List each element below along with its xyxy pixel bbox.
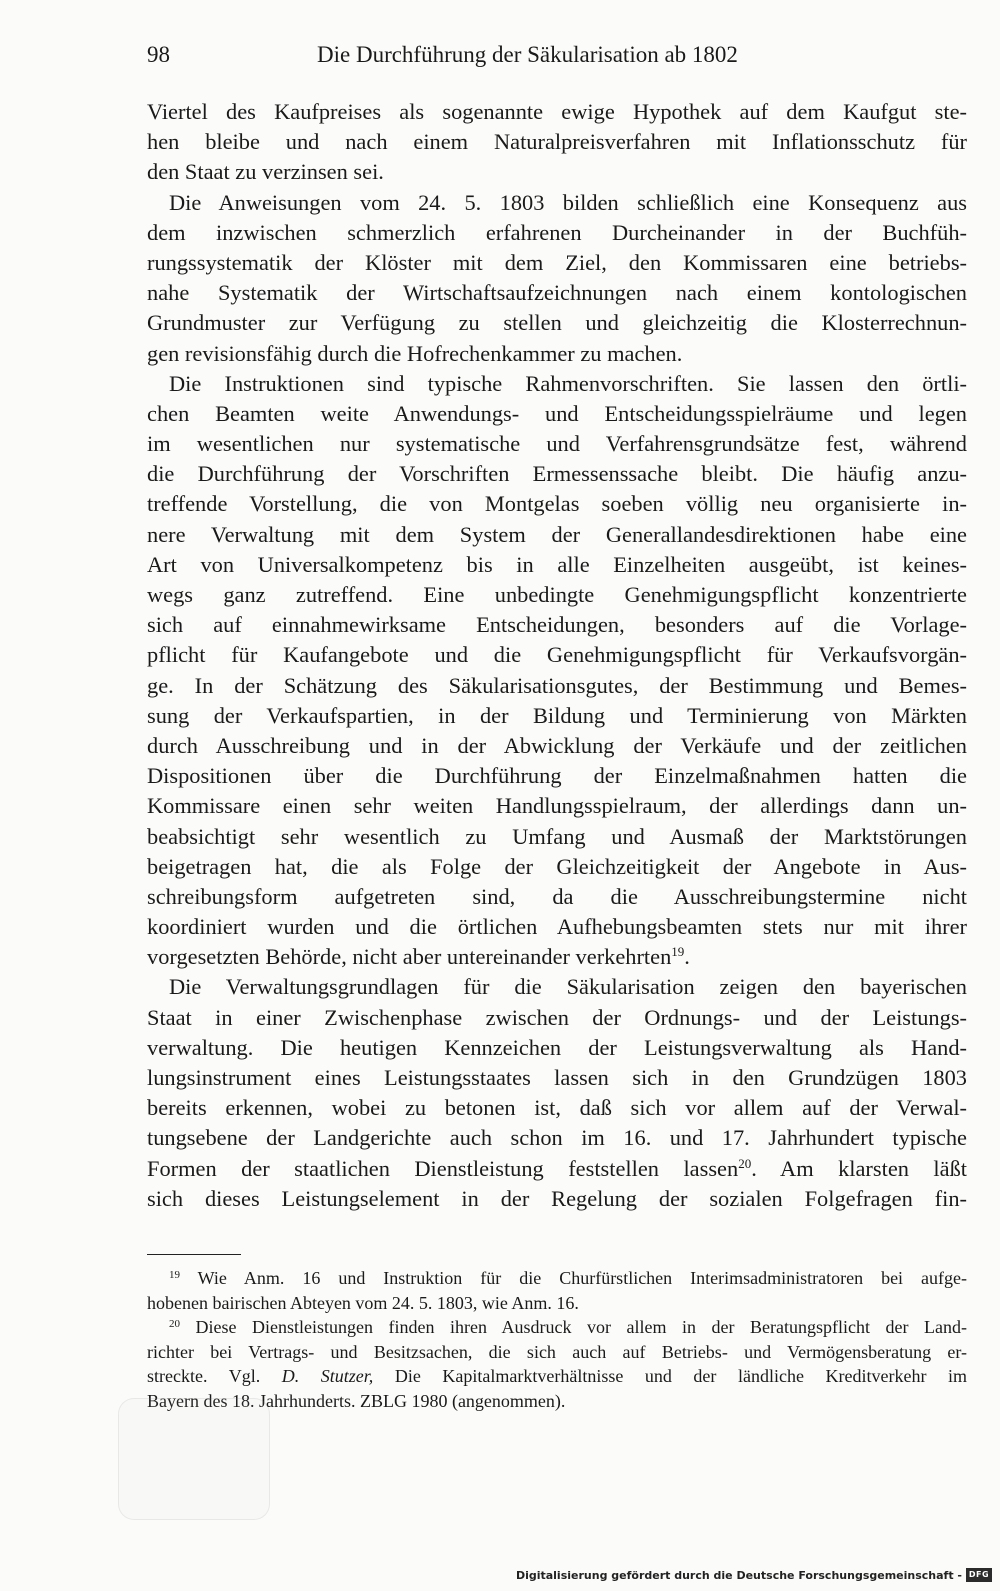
- body-line: Viertel des Kaufpreises als sogenannte ewige Hypothek auf dem Kaufgut ste-: [147, 99, 967, 124]
- body-line: tungsebene der Landgerichte auch schon im 16. und 17. Jahrhundert typische: [147, 1125, 967, 1151]
- body-line: Die Instruktionen sind typische Rahmenvorschriften. Sie lassen den örtli-: [169, 370, 967, 396]
- footnotes: [147, 1266, 967, 1413]
- footnote-20-text: streckte. Vgl.: [147, 1366, 282, 1386]
- body-line: beigetragen hat, die als Folge der Gleichzeitigkeit der Angebote in Aus-: [147, 853, 967, 879]
- body-line: Staat in einer Zwischenphase zwischen der Ordnungs- und der Leistungs-: [147, 1004, 967, 1030]
- body-line: gen revisionsfähig durch die Hofrechenkammer zu machen.: [147, 340, 683, 366]
- body-line: Grundmuster zur Verfügung zu stellen und gleichzeitig die Klosterrechnun-: [147, 310, 967, 336]
- footnote-20-line: Bayern des 18. Jahrhunderts. ZBLG 1980 (angenommen).: [147, 1390, 566, 1411]
- footnote-20-text: Die Kapitalmarktverhältnisse und der ländliche Kreditverkehr im: [373, 1366, 967, 1386]
- body-line: Art von Universalkompetenz bis in alle Einzelheiten ausgeübt, ist keines-: [147, 551, 967, 577]
- body-line: nahe Systematik der Wirtschaftsaufzeichnungen nach einem kontologischen: [147, 280, 967, 306]
- footnote-19-text: Wie Anm. 16 und Instruktion für die Churfürstlichen Interimsadministratoren bei aufge-: [197, 1268, 967, 1288]
- body-line: dem inzwischen schmerzlich erfahrenen Durcheinander in der Buchfüh-: [147, 219, 967, 245]
- footnote-ref-19[interactable]: 19: [671, 944, 685, 960]
- dfg-logo-icon: DFG: [966, 1568, 992, 1582]
- body-line: sich dieses Leistungselement in der Regelung der sozialen Folgefragen fin-: [147, 1185, 967, 1211]
- body-line: pflicht für Kaufangebote und die Genehmigungspflicht für Verkaufsvorgän-: [147, 642, 967, 668]
- body-line-text: Formen der staatlichen Dienstleistung feststellen lassen: [147, 1155, 739, 1181]
- footnote-20-text: Diese Dienstleistungen finden ihren Ausdruck vor allem in der Beratungspflicht der Land-: [195, 1317, 967, 1337]
- body-line: koordiniert wurden und die örtlichen Aufhebungsbeamten stets nur mit ihrer: [147, 914, 967, 940]
- body-line: Dispositionen über die Durchführung der Einzelmaßnahmen hatten die: [147, 763, 967, 789]
- sentence-end: .: [684, 944, 690, 970]
- footnote-ref-20[interactable]: 20: [738, 1155, 752, 1171]
- footnote-separator: [147, 1254, 241, 1255]
- body-line-with-footnote-19: [147, 942, 967, 972]
- body-line: im wesentlichen nur systematische und Verfahrensgrundsätze fest, während: [147, 431, 967, 457]
- footnote-19-line: hobenen bairischen Abteyen vom 24. 5. 1803, wie Anm. 16.: [147, 1292, 579, 1313]
- body-line: beabsichtigt sehr wesentlich zu Umfang und Ausmaß der Marktstörungen: [147, 823, 967, 849]
- library-stamp-ghost: [118, 1398, 270, 1520]
- body-line-with-footnote-20: [147, 1154, 967, 1184]
- body-line: bereits erkennen, wobei zu betonen ist, daß sich vor allem auf der Verwal-: [147, 1095, 967, 1121]
- footnote-20-line: [147, 1364, 967, 1389]
- body-line-text: vorgesetzten Behörde, nicht aber untereinander verkehrten: [147, 944, 672, 970]
- body-line: lungsinstrument eines Leistungsstaates lassen sich in den Grundzügen 1803: [147, 1065, 967, 1090]
- body-text: [147, 97, 967, 1214]
- page-number: 98: [147, 42, 170, 67]
- body-line: hen bleibe und nach einem Naturalpreisverfahren mit Inflationsschutz für: [147, 129, 967, 155]
- body-line: rungssystematik der Klöster mit dem Ziel, den Kommissaren eine betriebs-: [147, 249, 967, 275]
- page-header: [147, 38, 787, 72]
- body-line: schreibungsform aufgetreten sind, da die Ausschreibungstermine nicht: [147, 883, 967, 909]
- body-line: Die Anweisungen vom 24. 5. 1803 bilden schließlich eine Konsequenz aus: [169, 189, 967, 215]
- body-line: nere Verwaltung mit dem System der Generallandesdirektionen habe eine: [147, 521, 967, 547]
- body-line: Die Verwaltungsgrundlagen für die Säkularisation zeigen den bayerischen: [169, 974, 967, 1000]
- footnote-19-line: [147, 1266, 967, 1291]
- body-line: ge. In der Schätzung des Säkularisationsgutes, der Bestimmung und Bemes-: [147, 672, 967, 698]
- digitization-footer: [516, 1565, 992, 1585]
- body-line-continuation: . Am klarsten läßt: [751, 1155, 967, 1181]
- footnote-19-number: 19: [169, 1269, 180, 1281]
- footnote-20-line: [147, 1315, 967, 1340]
- footnote-20-author: D. Stutzer,: [281, 1366, 374, 1386]
- body-line: den Staat zu verzinsen sei.: [147, 159, 384, 185]
- body-line: treffende Vorstellung, die von Montgelas soeben völlig neu organisierte in-: [147, 491, 967, 517]
- body-line: die Durchführung der Vorschriften Ermessenssache bleibt. Die häufig anzu-: [147, 461, 967, 487]
- footnote-20-line: richter bei Vertrags- und Besitzsachen, die sich auch auf Betriebs- und Vermögensberatung er-: [147, 1341, 967, 1362]
- body-line: Kommissare einen sehr weiten Handlungsspielraum, der allerdings dann un-: [147, 793, 967, 819]
- running-title: Die Durchführung der Säkularisation ab 1802: [317, 42, 738, 67]
- footnote-20-number: 20: [169, 1318, 180, 1330]
- funding-notice: Digitalisierung gefördert durch die Deutsche Forschungsgemeinschaft -: [515, 1568, 962, 1582]
- body-line: wegs ganz zutreffend. Eine unbedingte Genehmigungspflicht konzentrierte: [147, 582, 967, 607]
- body-line: sung der Verkaufspartien, in der Bildung und Terminierung von Märkten: [147, 702, 967, 728]
- body-line: durch Ausschreibung und in der Abwicklung der Verkäufe und der zeitlichen: [147, 732, 967, 758]
- body-line: verwaltung. Die heutigen Kennzeichen der Leistungsverwaltung als Hand-: [147, 1034, 967, 1060]
- body-line: sich auf einnahmewirksame Entscheidungen, besonders auf die Vorlage-: [147, 612, 967, 638]
- body-line: chen Beamten weite Anwendungs- und Entscheidungsspielräume und legen: [147, 400, 967, 426]
